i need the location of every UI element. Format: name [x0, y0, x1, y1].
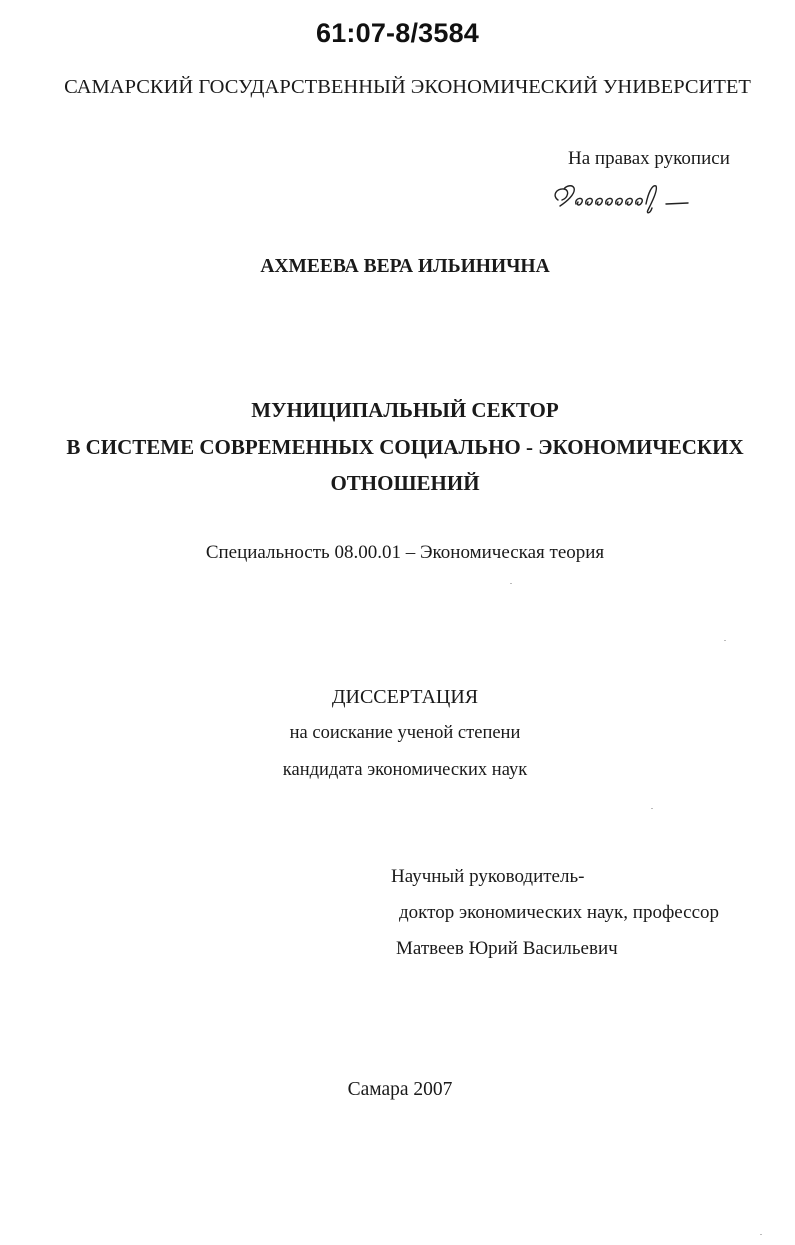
- specialty-line: Специальность 08.00.01 – Экономическая теория: [205, 542, 605, 563]
- supervisor-name: Матвеев Юрий Васильевич: [396, 938, 618, 959]
- document-type: ДИССЕРТАЦИЯ: [331, 686, 479, 708]
- scan-speck: [724, 640, 726, 641]
- author-signature: [548, 180, 708, 220]
- scan-speck: [651, 808, 653, 809]
- supervisor-degree: доктор экономических наук, профессор: [399, 902, 720, 923]
- degree-line-2: кандидата экономических наук: [282, 760, 528, 780]
- dissertation-title-line-1: МУНИЦИПАЛЬНЫЙ СЕКТОР: [251, 398, 559, 422]
- supervisor-label: Научный руководитель-: [391, 866, 585, 887]
- manuscript-rights-note: На правах рукописи: [568, 148, 730, 169]
- dissertation-title-line-3: ОТНОШЕНИЙ: [330, 471, 480, 495]
- dissertation-title-line-2: В СИСТЕМЕ СОВРЕМЕННЫХ СОЦИАЛЬНО - ЭКОНОМИЧЕСКИХ: [66, 435, 744, 459]
- city-year: Самара 2007: [347, 1079, 453, 1100]
- archive-code: 61:07-8/3584: [315, 18, 480, 48]
- author-name: АХМЕЕВА ВЕРА ИЛЬИНИЧНА: [260, 256, 550, 277]
- university-name: САМАРСКИЙ ГОСУДАРСТВЕННЫЙ ЭКОНОМИЧЕСКИЙ УНИВЕРСИТЕТ: [64, 76, 751, 98]
- degree-line-1: на соискание ученой степени: [289, 723, 521, 743]
- scan-speck: [760, 1234, 762, 1235]
- scan-speck: [510, 583, 512, 584]
